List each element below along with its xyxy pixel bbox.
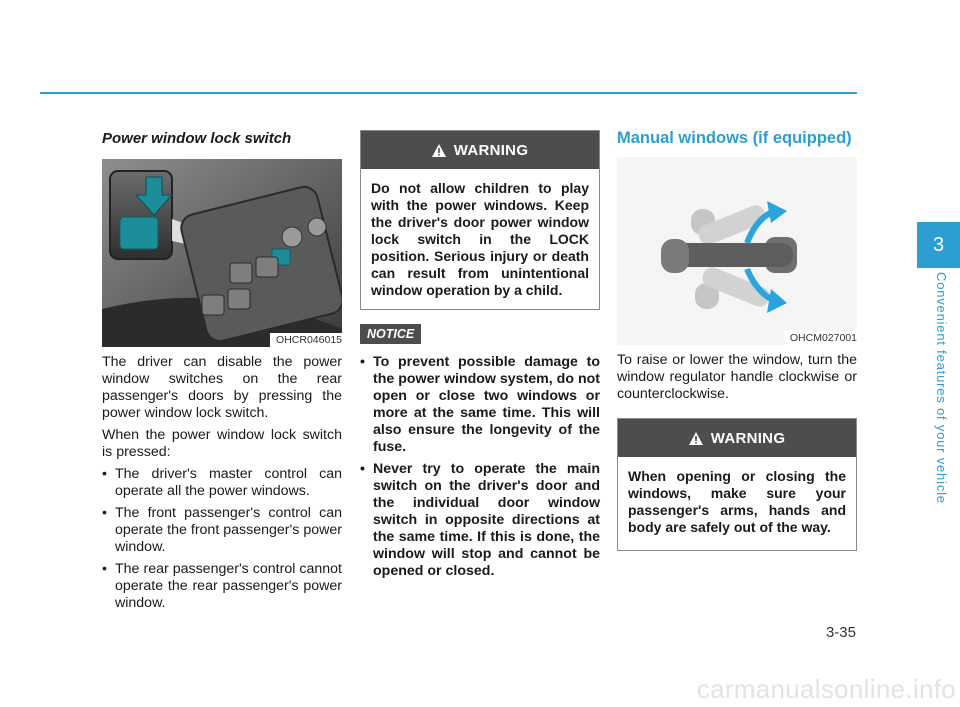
header-rule bbox=[40, 92, 857, 94]
lock-switch-pressed-intro: When the power window lock switch is pressed: bbox=[102, 427, 342, 460]
notice-list bbox=[360, 354, 600, 580]
watermark: carmanualsonline.info bbox=[696, 674, 956, 704]
notice-section bbox=[360, 324, 600, 580]
warning-text: When opening or closing the windows, make sure your passenger's arms, hands and body are safely out of the way. bbox=[628, 468, 846, 535]
warning-text: Do not allow children to play with the power windows. Keep the driver's door power window lock switch in the LOCK position. Serious injury or death can result from unintentional window operation by a child. bbox=[371, 180, 589, 298]
window-handle-figure bbox=[617, 157, 857, 345]
lock-switch-description: The driver can disable the power window switches on the rear passenger's doors by pressing the power window lock switch. bbox=[102, 354, 342, 421]
list-item: • The rear passenger's control cannot operate the rear passenger's power window. bbox=[102, 561, 342, 612]
manual-windows-description: To raise or lower the window, turn the window regulator handle clockwise or counterclockwise. bbox=[617, 352, 857, 402]
lock-switch-figure bbox=[102, 159, 342, 347]
warning-title: WARNING bbox=[710, 429, 786, 447]
list-item: • The driver's master control can operate all the power windows. bbox=[102, 466, 342, 500]
page-number: 3-35 bbox=[825, 624, 856, 641]
warning-header bbox=[618, 419, 856, 457]
warning-title: WARNING bbox=[453, 141, 529, 159]
chapter-title: Convenient features of your vehicle bbox=[934, 272, 949, 504]
power-window-lock-heading: Power window lock switch bbox=[102, 130, 292, 147]
window-handle-illustration bbox=[617, 157, 857, 345]
children-warning-box bbox=[360, 130, 600, 310]
middle-column bbox=[360, 130, 600, 580]
door-panel-illustration bbox=[102, 159, 342, 347]
list-item: • To prevent possible damage to the power window system, do not open or close two windows or more at the same time. This will also ensure the longevity of the fuse. bbox=[360, 354, 600, 456]
chapter-number-tab: 3 bbox=[917, 222, 960, 268]
figure-caption: OHCR046015 bbox=[270, 333, 342, 347]
manual-windows-heading: Manual windows (if equipped) bbox=[617, 129, 852, 147]
notice-badge: NOTICE bbox=[360, 324, 421, 344]
warning-triangle-icon bbox=[432, 144, 446, 157]
figure-caption: OHCM027001 bbox=[784, 331, 857, 345]
list-item: • The front passenger's control can operate the front passenger's power window. bbox=[102, 505, 342, 556]
arms-warning-box bbox=[617, 418, 857, 551]
left-column bbox=[102, 130, 342, 612]
right-column bbox=[617, 130, 857, 551]
list-item: • Never try to operate the main switch on the driver's door and the individual door window switch in opposite directions at the same time. If this is done, the window will stop and cannot be opened or closed. bbox=[360, 461, 600, 580]
warning-triangle-icon bbox=[689, 432, 703, 445]
lock-switch-effects-list bbox=[102, 466, 342, 612]
warning-header bbox=[361, 131, 599, 169]
